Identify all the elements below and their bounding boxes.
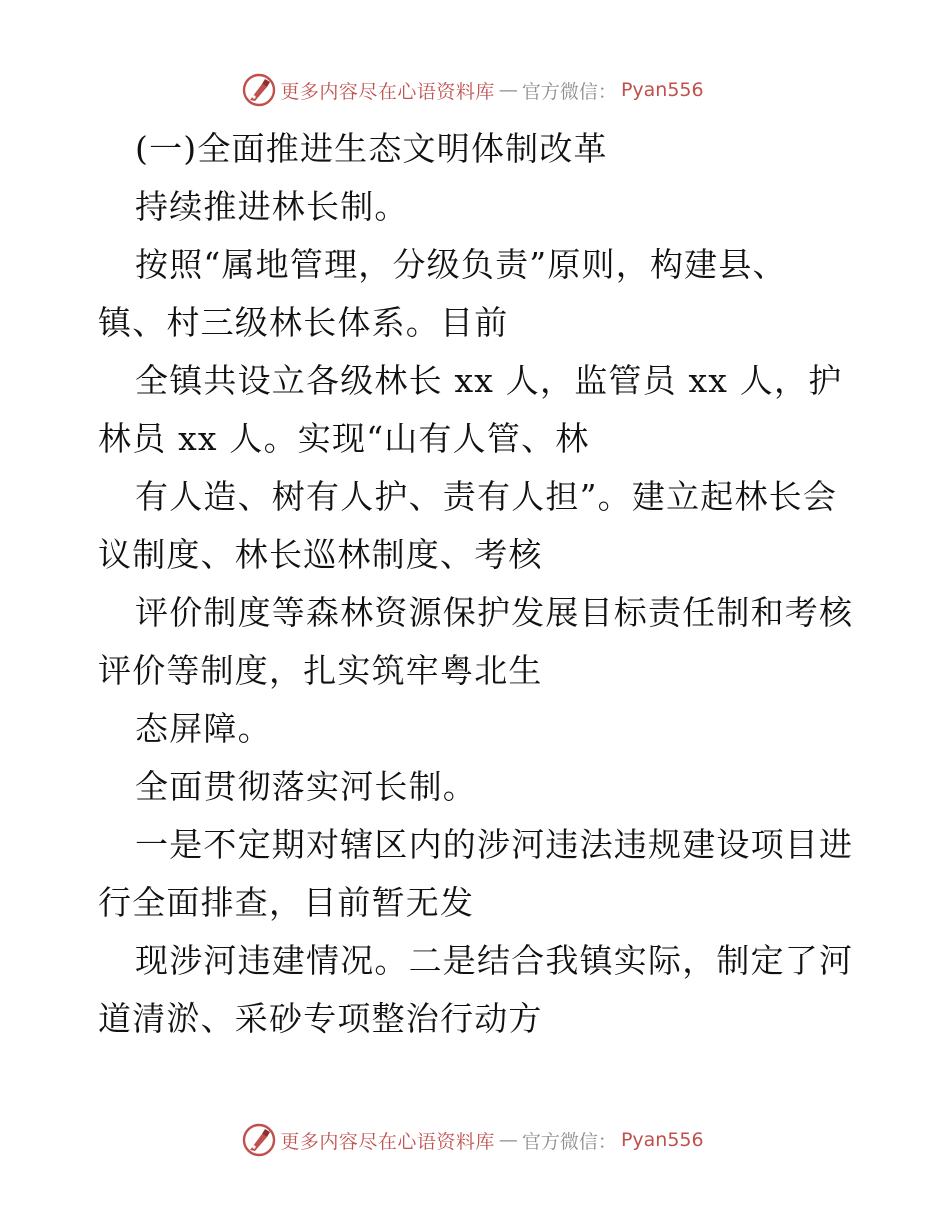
paragraph-line: 林员 xx 人。实现“山有人管、林 bbox=[98, 419, 590, 458]
watermark-dash: — bbox=[498, 1129, 518, 1151]
paragraph-line: 现涉河违建情况。二是结合我镇实际，制定了河 bbox=[135, 941, 854, 980]
footer-watermark bbox=[0, 1122, 950, 1158]
paragraph-line: 一是不定期对辖区内的涉河违法违规建设项目进 bbox=[135, 825, 854, 864]
paragraph-line: 按照“属地管理，分级负责”原则，构建县、 bbox=[135, 245, 787, 284]
watermark-label: 官方微信： bbox=[521, 1130, 617, 1153]
watermark-main-text: 更多内容尽在心语资料库 bbox=[280, 80, 495, 103]
watermark-wechat-id: Pyan556 bbox=[620, 79, 704, 101]
section-heading: (一)全面推进生态文明体制改革 bbox=[135, 129, 608, 168]
paragraph-line: 评价制度等森林资源保护发展目标责任制和考核 bbox=[135, 593, 854, 632]
document-body bbox=[98, 120, 858, 1048]
paragraph-line: 行全面排查，目前暂无发 bbox=[98, 883, 475, 922]
paragraph-line: 镇、村三级林长体系。目前 bbox=[98, 303, 509, 342]
header-watermark bbox=[0, 72, 950, 108]
pen-nib-icon bbox=[242, 1123, 276, 1157]
paragraph-line: 全镇共设立各级林长 xx 人，监管员 xx 人，护 bbox=[135, 361, 843, 400]
watermark-main-text: 更多内容尽在心语资料库 bbox=[280, 1130, 495, 1153]
watermark-label: 官方微信： bbox=[521, 80, 617, 103]
paragraph-line: 议制度、林长巡林制度、考核 bbox=[98, 535, 543, 574]
pen-nib-icon bbox=[242, 73, 276, 107]
paragraph-line: 有人造、树有人护、责有人担”。建立起林长会 bbox=[135, 477, 838, 516]
paragraph-line: 评价等制度，扎实筑牢粤北生 bbox=[98, 651, 543, 690]
watermark-dash: — bbox=[498, 79, 518, 101]
paragraph-line: 全面贯彻落实河长制。 bbox=[135, 767, 477, 806]
paragraph-line: 持续推进林长制。 bbox=[135, 187, 409, 226]
watermark-wechat-id: Pyan556 bbox=[620, 1129, 704, 1151]
watermark-group bbox=[242, 1123, 703, 1157]
paragraph-line: 态屏障。 bbox=[135, 709, 272, 748]
watermark-group bbox=[242, 73, 703, 107]
paragraph-line: 道清淤、采砂专项整治行动方 bbox=[98, 999, 543, 1038]
